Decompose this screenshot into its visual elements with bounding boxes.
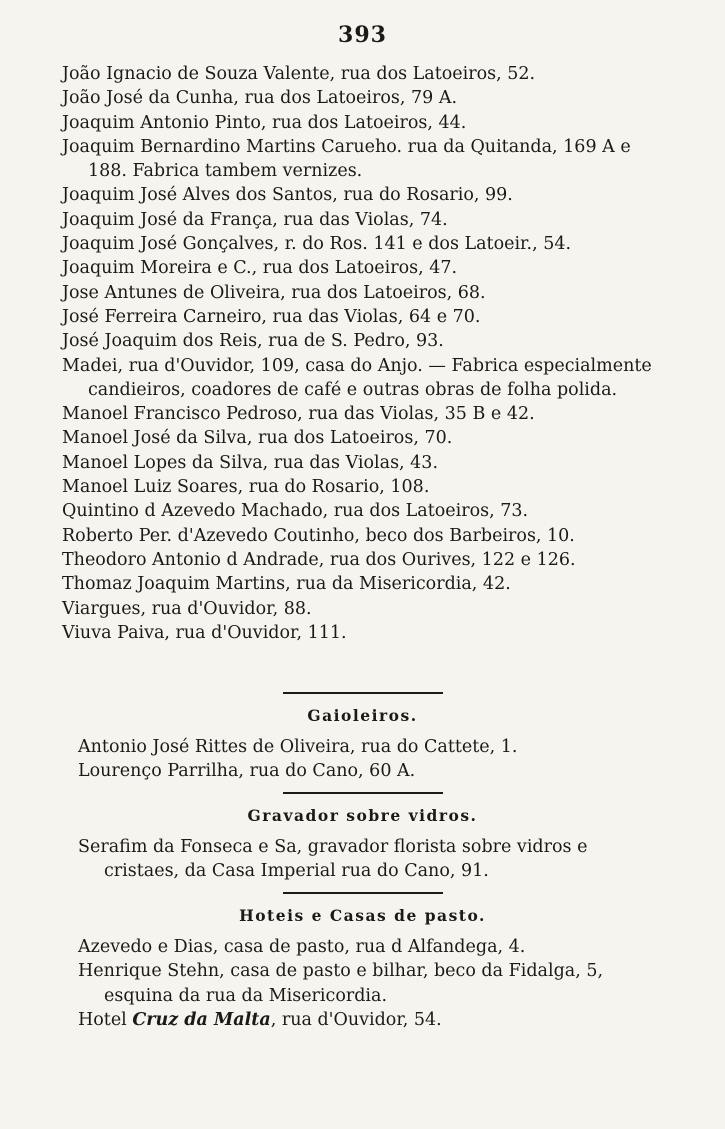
directory-entry: Roberto Per. d'Azevedo Coutinho, beco dos Barbeiros, 10. <box>62 525 575 546</box>
section-gaioleiros <box>0 692 725 784</box>
directory-entry: Joaquim José da França, rua das Violas, 74. <box>62 209 448 230</box>
directory-list <box>62 62 672 645</box>
directory-entry: João Ignacio de Souza Valente, rua dos Latoeiros, 52. <box>62 64 536 84</box>
directory-entry: Viargues, rua d'Ouvidor, 88. <box>62 598 312 619</box>
directory-entry: Henrique Stehn, casa de pasto e bilhar, beco da Fidalga, 5, esquina da rua da Misericordia. <box>78 961 604 1006</box>
directory-entry: Joaquim Antonio Pinto, rua dos Latoeiros, 44. <box>62 112 467 133</box>
directory-entry: Lourenço Parrilha, rua do Cano, 60 A. <box>78 761 416 782</box>
directory-entry: Manoel José da Silva, rua dos Latoeiros, 70. <box>62 428 453 449</box>
directory-entry: Antonio José Rittes de Oliveira, rua do Cattete, 1. <box>78 737 518 757</box>
section-hoteis <box>0 892 725 1032</box>
hotel-address: , rua d'Ouvidor, 54. <box>270 1009 442 1030</box>
directory-entry: Joaquim José Alves dos Santos, rua do Rosario, 99. <box>62 185 513 206</box>
directory-entry: Manoel Luiz Soares, rua do Rosario, 108. <box>62 477 430 498</box>
directory-entry: Viuva Paiva, rua d'Ouvidor, 111. <box>62 622 347 643</box>
directory-entry: Joaquim José Gonçalves, r. do Ros. 141 e dos Latoeir., 54. <box>62 234 572 255</box>
section-heading: Gaioleiros. <box>307 706 418 725</box>
section-divider <box>283 792 443 794</box>
directory-entry: Serafim da Fonseca e Sa, gravador florista sobre vidros e cristaes, da Casa Imperial rua do Cano, 91. <box>78 837 588 882</box>
hotel-name: Cruz da Malta <box>132 1009 271 1030</box>
hotel-prefix: Hotel <box>78 1009 133 1030</box>
directory-entry: José Ferreira Carneiro, rua das Violas, 64 e 70. <box>62 306 481 327</box>
section-heading: Hoteis e Casas de pasto. <box>239 906 486 925</box>
section-gravador <box>0 792 725 884</box>
section-divider <box>283 692 443 694</box>
directory-entry: Thomaz Joaquim Martins, rua da Misericordia, 42. <box>62 574 511 595</box>
directory-entry: Manoel Lopes da Silva, rua das Violas, 43. <box>62 452 439 473</box>
directory-entry: Theodoro Antonio d Andrade, rua dos Ourives, 122 e 126. <box>62 549 576 570</box>
directory-entry: Jose Antunes de Oliveira, rua dos Latoeiros, 68. <box>62 282 486 303</box>
section-entries <box>78 735 668 784</box>
directory-entry: Joaquim Moreira e C., rua dos Latoeiros, 47. <box>62 258 458 279</box>
section-entries <box>78 935 668 1032</box>
section-entries <box>78 835 668 884</box>
directory-entry-hotel <box>78 1008 668 1032</box>
directory-entry: João José da Cunha, rua dos Latoeiros, 79 A. <box>62 88 458 109</box>
directory-entry: Joaquim Bernardino Martins Carueho. rua da Quitanda, 169 A e 188. Fabrica tambem vernizes. <box>62 136 631 182</box>
section-heading: Gravador sobre vidros. <box>247 806 478 825</box>
directory-entry: Quintino d Azevedo Machado, rua dos Latoeiros, 73. <box>62 501 529 522</box>
section-divider <box>283 892 443 894</box>
directory-entry: José Joaquim dos Reis, rua de S. Pedro, 93. <box>62 331 444 352</box>
directory-entry: Azevedo e Dias, casa de pasto, rua d Alfandega, 4. <box>78 937 526 957</box>
directory-entry: Madei, rua d'Ouvidor, 109, casa do Anjo. — Fabrica especialmente candieiros, coadores de café e outras obras de folha polida. <box>62 355 652 400</box>
page-number: 393 <box>338 22 387 48</box>
directory-entry: Manoel Francisco Pedroso, rua das Violas, 35 B e 42. <box>62 404 535 425</box>
